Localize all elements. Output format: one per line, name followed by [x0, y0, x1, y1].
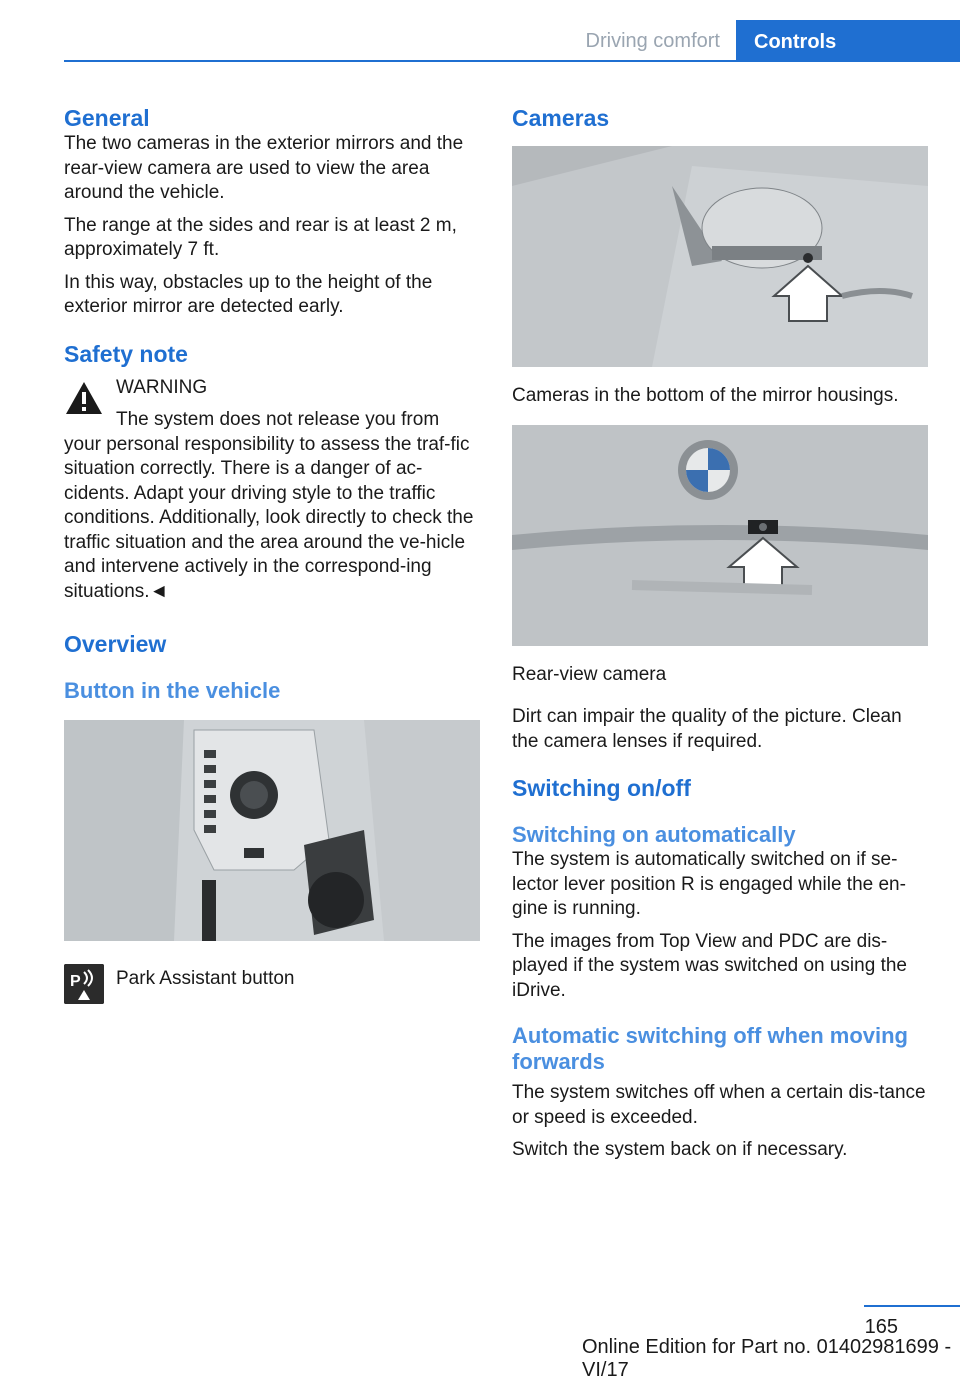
- switching-off-auto-heading: Automatic switching off when moving forwards: [512, 1023, 908, 1074]
- general-paragraph-3: In this way, obstacles up to the height of the exterior mirror are detected early.: [64, 271, 433, 317]
- header-rule: [64, 60, 960, 62]
- center-console-photo: [64, 720, 480, 941]
- warning-block: [64, 376, 480, 605]
- switching-heading: Switching on/off: [512, 775, 691, 801]
- park-assistant-icon: [64, 964, 104, 1004]
- general-heading: General: [64, 105, 150, 131]
- switching-off-auto-paragraph-1: The system switches off when a certain dis-tance or speed is exceeded.: [512, 1082, 926, 1128]
- edition-footer: Online Edition for Part no. 01402981699 - VI/17: [582, 1336, 952, 1381]
- overview-heading: Overview: [64, 631, 167, 657]
- general-paragraph-2: The range at the sides and rear is at least 2 m, approximately 7 ft.: [64, 214, 457, 260]
- warning-label: WARNING: [116, 376, 208, 398]
- safety-note-heading: Safety note: [64, 340, 188, 367]
- park-assistant-button-row: [64, 964, 480, 1014]
- warning-text: your personal responsibility to assess the traf-fic situation correctly. There is a danger of ac-cidents. Adapt your driving style to the traffic conditions. Additionally, look directly to check the traffic situation and the area around the ve-hicle and intervene actively in the correspond-ing situations.◄: [64, 433, 474, 602]
- mirror-camera-photo: [512, 146, 928, 367]
- switching-on-auto-heading: Switching on automatically: [512, 822, 796, 847]
- warning-text-first-line: The system does not release you from: [116, 409, 440, 430]
- switching-on-auto-paragraph-1: The system is automatically switched on if se-lector lever position R is engaged while the en-gine is running.: [512, 849, 906, 919]
- left-column: [64, 104, 480, 1014]
- mirror-caption: Cameras in the bottom of the mirror housings.: [512, 385, 899, 406]
- footer-rule: [864, 1305, 960, 1307]
- warning-triangle-icon: [64, 378, 104, 418]
- right-column: [512, 104, 928, 1163]
- switching-off-auto-paragraph-2: Switch the system back on if necessary.: [512, 1139, 848, 1160]
- dirt-paragraph: Dirt can impair the quality of the picture. Clean the camera lenses if required.: [512, 706, 902, 752]
- header-section-label: Driving comfort: [585, 30, 720, 52]
- general-paragraph-1: The two cameras in the exterior mirrors and the rear-view camera are used to view the area around the vehicle.: [64, 133, 464, 203]
- rear-camera-caption: Rear-view camera: [512, 663, 667, 685]
- switching-on-auto-paragraph-2: The images from Top View and PDC are dis-played if the system was switched on using the iDrive.: [512, 930, 907, 1001]
- page-number: 165: [864, 1316, 898, 1338]
- cameras-heading: Cameras: [512, 105, 610, 131]
- svg-text:P: P: [70, 973, 81, 990]
- button-in-vehicle-heading: Button in the vehicle: [64, 678, 281, 703]
- park-assistant-button-label: Park Assistant button: [116, 968, 295, 989]
- header-chapter-tab: Controls: [736, 20, 960, 62]
- rear-camera-photo: [512, 425, 928, 646]
